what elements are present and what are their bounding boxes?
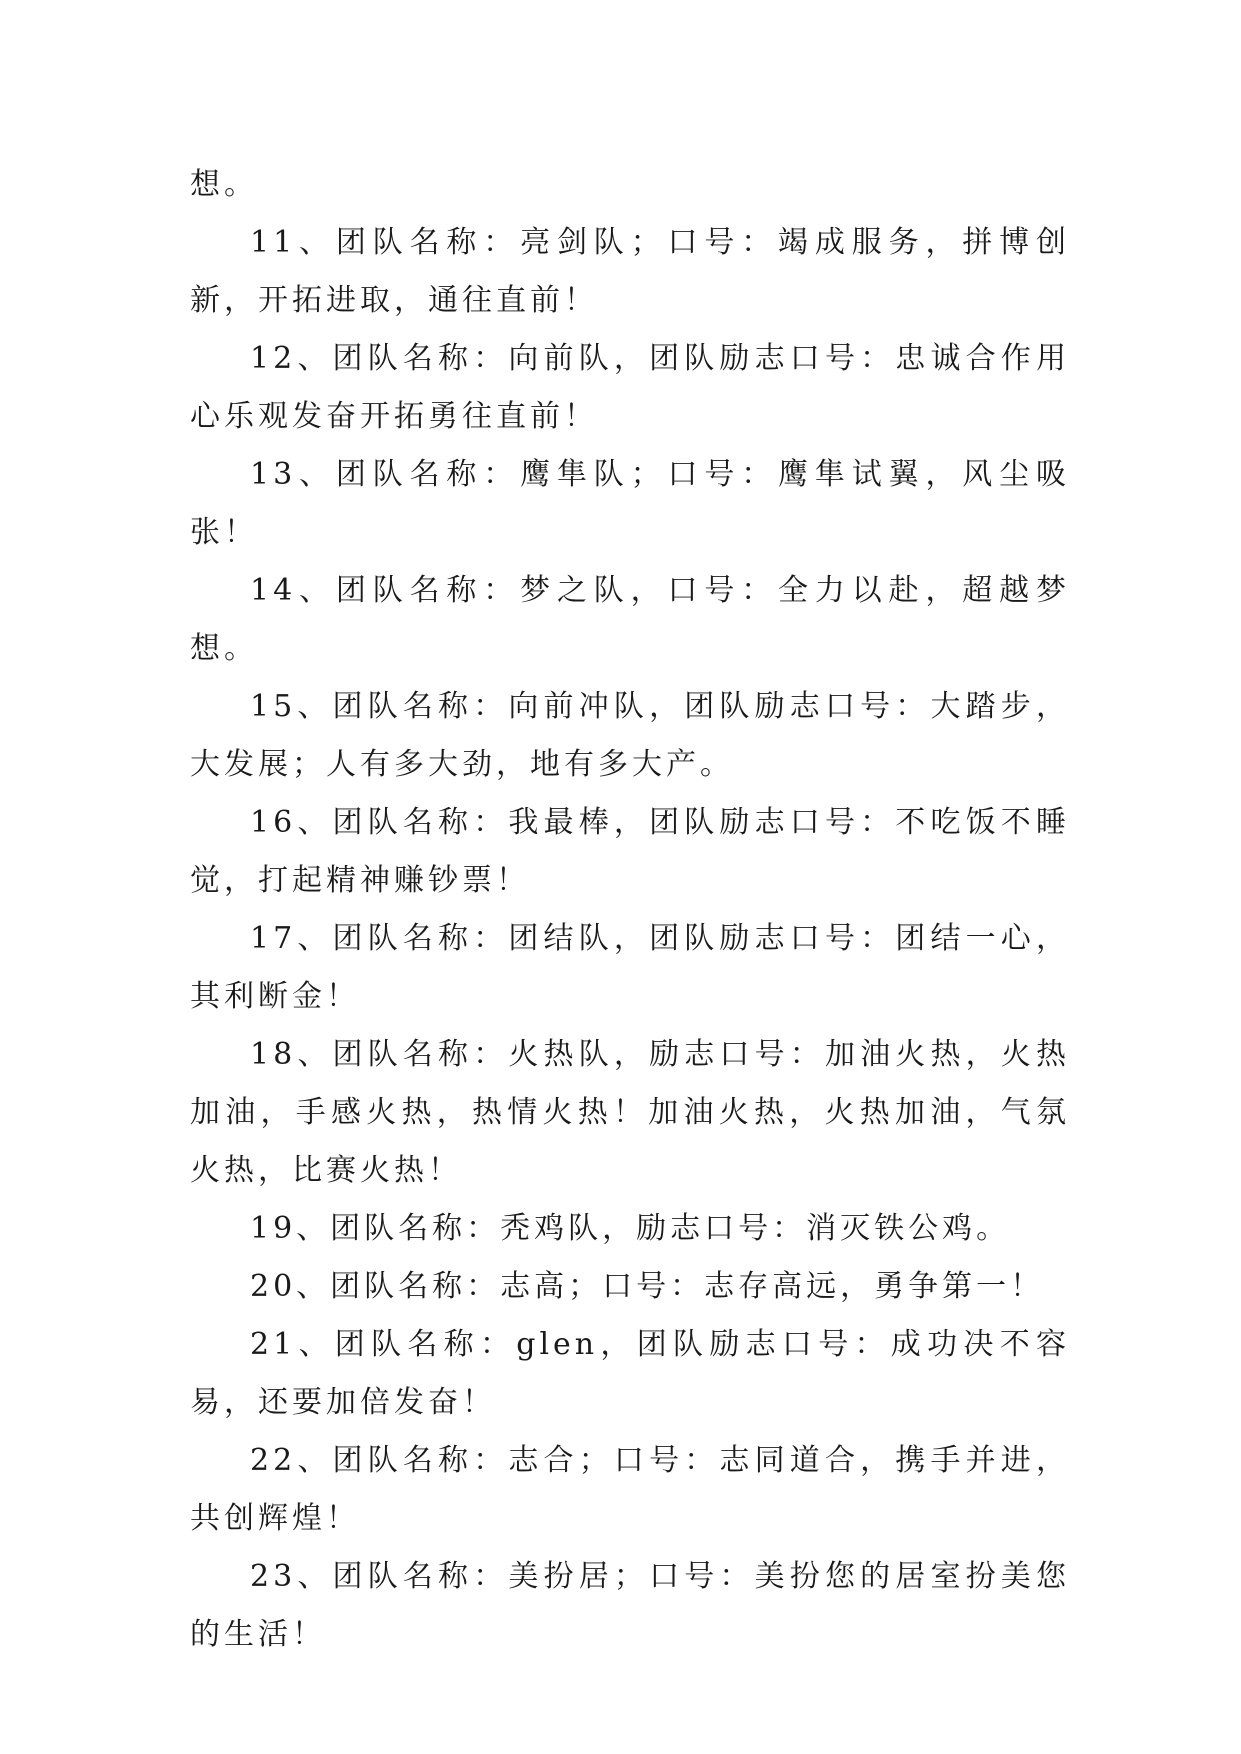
slogan-item-19: 19、团队名称：秃鸡队，励志口号：消灭铁公鸡。 xyxy=(250,1211,1011,1246)
slogan-item-20: 20、团队名称：志高；口号：志存高远，勇争第一！ xyxy=(250,1269,1045,1304)
slogan-item-13: 13、团队名称：鹰隼队；口号：鹰隼试翼，风尘吸张！ xyxy=(190,457,1070,550)
slogan-item-16: 16、团队名称：我最棒，团队励志口号：不吃饭不睡觉，打起精神赚钞票！ xyxy=(190,805,1070,898)
slogan-item-14: 14、团队名称：梦之队，口号：全力以赴，超越梦想。 xyxy=(190,573,1070,666)
slogan-item-22: 22、团队名称：志合；口号：志同道合，携手并进，共创辉煌！ xyxy=(190,1443,1070,1536)
slogan-item-23: 23、团队名称：美扮居；口号：美扮您的居室扮美您的生活！ xyxy=(190,1559,1070,1652)
slogan-item-21: 21、团队名称：glen，团队励志口号：成功决不容易，还要加倍发奋！ xyxy=(190,1327,1070,1420)
paragraph-continuation: 想。 xyxy=(190,167,258,202)
slogan-item-12: 12、团队名称：向前队，团队励志口号：忠诚合作用心乐观发奋开拓勇往直前！ xyxy=(190,341,1070,434)
slogan-item-11: 11、团队名称：亮剑队；口号：竭成服务，拼博创新，开拓进取，通往直前！ xyxy=(190,225,1070,318)
slogan-item-17: 17、团队名称：团结队，团队励志口号：团结一心，其利断金！ xyxy=(190,921,1070,1014)
document-body xyxy=(190,156,1070,1664)
slogan-item-15: 15、团队名称：向前冲队，团队励志口号：大踏步，大发展；人有多大劲，地有多大产。 xyxy=(190,689,1070,782)
slogan-item-18: 18、团队名称：火热队，励志口号：加油火热，火热加油，手感火热，热情火热！加油火热，火热加油，气氛火热，比赛火热！ xyxy=(190,1037,1070,1188)
